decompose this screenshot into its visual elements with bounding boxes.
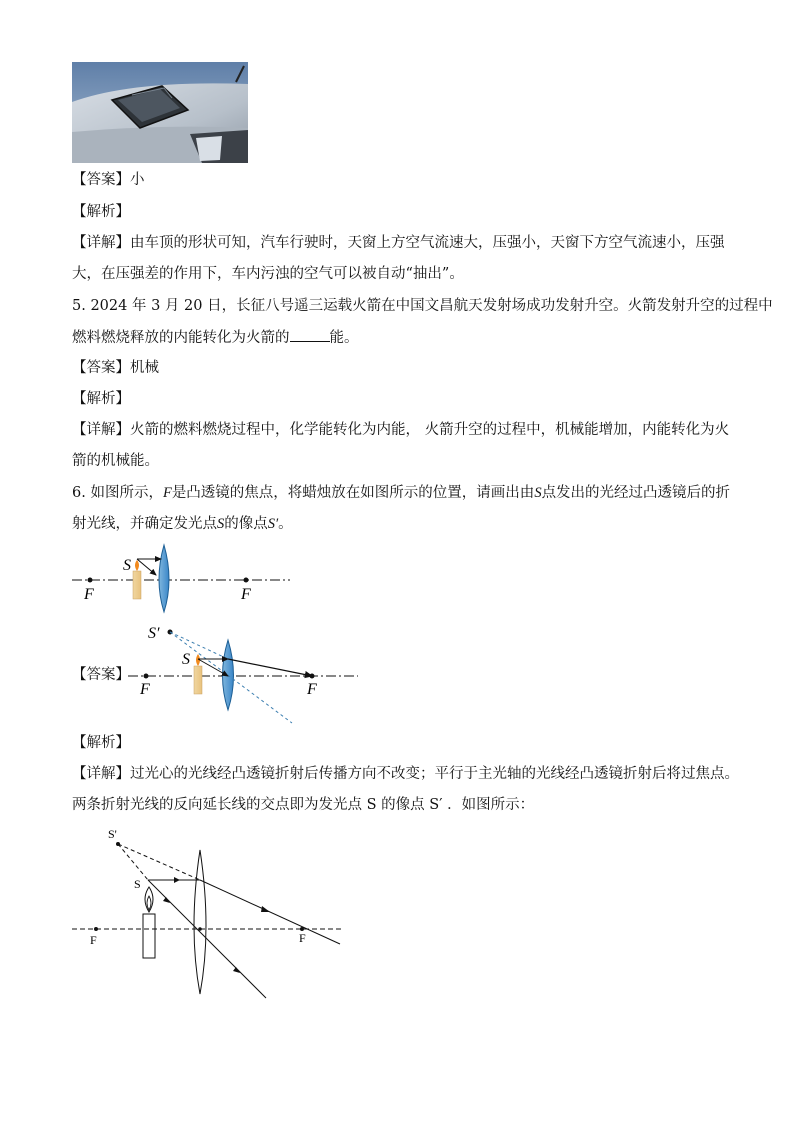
arrow-head-1 [174,877,180,883]
label-S-prime: S' [108,827,117,841]
q4-answer: 小 [130,172,145,188]
candle [194,666,202,694]
q5-analysis-tag: 【解析】 [72,391,130,407]
q5-stem-line2 [72,327,359,348]
car-sunroof-illustration [72,62,248,163]
q6-source-symbol: S [217,516,225,532]
label-F-left: F [84,586,94,603]
detail-tag: 【详解】 [72,766,130,782]
q6-stem-e: 的像点 [224,516,268,532]
q6-stem-f: 。 [278,516,293,532]
q6-detail-line2: 两条折射光线的反向延长线的交点即为发光点 S 的像点 S′ ．如图所示： [72,797,535,813]
q6-stem-line2 [72,514,293,534]
car-sunroof-image [72,62,248,163]
q6-detail-text1: 过光心的光线经凸透镜折射后传播方向不改变；平行于主光轴的光线经凸透镜折射后将过焦点。 [130,766,739,782]
focus-point-right [244,578,249,583]
focus-point-left [94,927,98,931]
q5-stem-line1: 5. 2024 年 3 月 20 日，长征八号遥三运载火箭在中国文昌航天发射场成功发射升空。火箭发射升空的过程中 [72,298,773,314]
arrow-head-2 [261,906,270,912]
q5-detail-line2: 箭的机械能。 [72,453,159,469]
q6-stem-b: 是凸透镜的焦点，将蜡烛放在如图所示的位置，请画出由 [171,485,535,501]
q4-detail-line1 [72,233,725,253]
q5-stem-text: 燃料燃烧释放的内能转化为火箭的 [72,330,290,346]
answer-tag: 【答案】 [72,360,130,376]
focus-point-left [88,578,93,583]
convex-lens [159,545,169,612]
q5-fill-blank [290,327,330,342]
detail-tag: 【详解】 [72,422,130,438]
q4-answer-line [72,170,145,190]
answer-tag: 【答案】 [72,172,130,188]
q6-focus-symbol: F [162,485,172,501]
q4-analysis-tag: 【解析】 [72,204,130,220]
arrow-head-4 [233,967,240,973]
q6-analysis-tag: 【解析】 [72,735,130,751]
q6-source-symbol: S [534,485,542,501]
candle [133,571,141,599]
candle-inner-flame [147,896,151,910]
candle-flame [145,887,153,912]
ray-refracted [228,659,312,676]
q6-answer-tag: 【答案】 [72,667,130,683]
detail-tag: 【详解】 [72,235,130,251]
q4-detail-line2: 大，在压强差的作用下，车内污浊的空气可以被自动“抽出”。 [72,266,464,282]
q5-stem-tail: 能。 [329,330,359,346]
q6-image-symbol: S′ [267,516,279,532]
arrow-head-3 [163,897,170,903]
q5-answer-line [72,358,159,378]
label-F-right: F [241,586,251,603]
label-S: S [123,557,131,574]
q6-stem-d: 射光线，并确定发光点 [72,516,217,532]
candle-flame [135,560,139,571]
label-F-right: F [307,681,317,698]
backward-extension-1 [170,632,228,659]
convex-lens [194,850,206,994]
q5-detail-text1: 火箭的燃料燃烧过程中，化学能转化为内能， 火箭升空的过程中，机械能增加，内能转化为火 [130,422,730,438]
label-F-right: F [299,931,306,945]
label-S: S [182,651,190,668]
q4-detail-text1: 由车顶的形状可知，汽车行驶时，天窗上方空气流速大，压强小，天窗下方空气流速小，压强 [130,235,725,251]
q6-explanation-figure [66,822,346,1002]
backward-extension-1 [118,844,200,880]
q6-stem-a: 6. 如图所示， [72,485,163,501]
q6-answer-figure [124,620,364,725]
backward-extension-2 [118,844,148,880]
q5-detail-line1 [72,420,729,440]
q6-stem-line1 [72,483,730,503]
label-F-left: F [90,933,97,947]
label-S: S [134,877,141,891]
label-F-left: F [140,681,150,698]
q6-stem-c: 点发出的光经过凸透镜后的折 [541,485,731,501]
candle [143,914,155,958]
q6-detail-line1 [72,764,739,784]
q5-answer: 机械 [130,360,159,376]
q6-question-figure [66,540,296,615]
focus-point-left [144,674,149,679]
label-S-prime: S′ [148,625,160,642]
